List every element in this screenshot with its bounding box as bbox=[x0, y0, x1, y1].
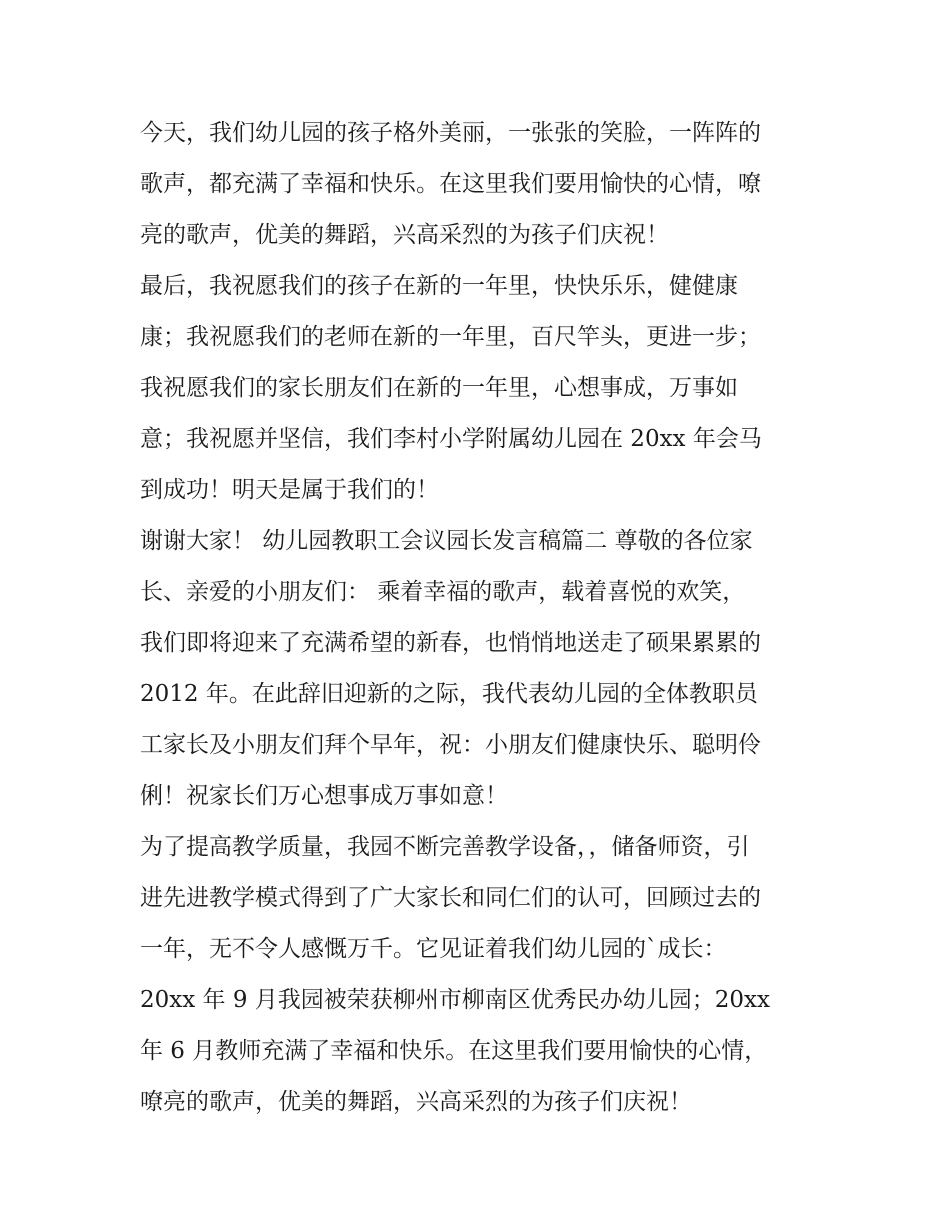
text-line: 我祝愿我们的家长朋友们在新的一年里，心想事成，万事如 bbox=[140, 375, 738, 401]
text-line: 2012 年。在此辞旧迎新的之际，我代表幼儿园的全体教职员 bbox=[140, 681, 758, 707]
document-body bbox=[140, 108, 820, 1128]
text-line: 今天，我们幼儿园的孩子格外美丽，一张张的笑脸，一阵阵的 bbox=[140, 120, 761, 146]
text-line: 歌声，都充满了幸福和快乐。在这里我们要用愉快的心情，嘹 bbox=[140, 171, 761, 197]
text-line: 一年，无不令人感慨万千。它见证着我们幼儿园的`成长： bbox=[140, 936, 727, 962]
text-line: 工家长及小朋友们拜个早年，祝：小朋友们健康快乐、聪明伶 bbox=[140, 732, 761, 758]
text-line: 俐！祝家长们万心想事成万事如意！ bbox=[140, 783, 508, 809]
text-line: 为了提高教学质量，我园不断完善教学设备，，储备师资，引 bbox=[140, 834, 750, 860]
text-line: 20xx 年 9 月我园被荣获柳州市柳南区优秀民办幼儿园；20xx bbox=[140, 987, 770, 1013]
text-line: 最后，我祝愿我们的孩子在新的一年里，快快乐乐，健健康 bbox=[140, 273, 738, 299]
text-line: 年 6 月教师充满了幸福和快乐。在这里我们要用愉快的心情， bbox=[140, 1038, 768, 1064]
text-line: 亮的歌声，优美的舞蹈，兴高采烈的为孩子们庆祝！ bbox=[140, 222, 669, 248]
text-line: 嘹亮的歌声，优美的舞蹈，兴高采烈的为孩子们庆祝！ bbox=[140, 1089, 692, 1115]
text-line: 到成功！明天是属于我们的！ bbox=[140, 477, 439, 503]
text-line: 意；我祝愿并坚信，我们李村小学附属幼儿园在 20xx 年会马 bbox=[140, 426, 762, 452]
text-line: 我们即将迎来了充满希望的新春，也悄悄地送走了硕果累累的 bbox=[140, 630, 761, 656]
text-line: 长、亲爱的小朋友们： 乘着幸福的歌声，载着喜悦的欢笑， bbox=[140, 579, 746, 605]
text-line: 进先进教学模式得到了广大家长和同仁们的认可，回顾过去的 bbox=[140, 885, 761, 911]
text-line: 谢谢大家！ 幼儿园教职工会议园长发言稿篇二 尊敬的各位家 bbox=[140, 528, 753, 554]
text-line: 康；我祝愿我们的老师在新的一年里，百尺竿头，更进一步； bbox=[140, 324, 761, 350]
